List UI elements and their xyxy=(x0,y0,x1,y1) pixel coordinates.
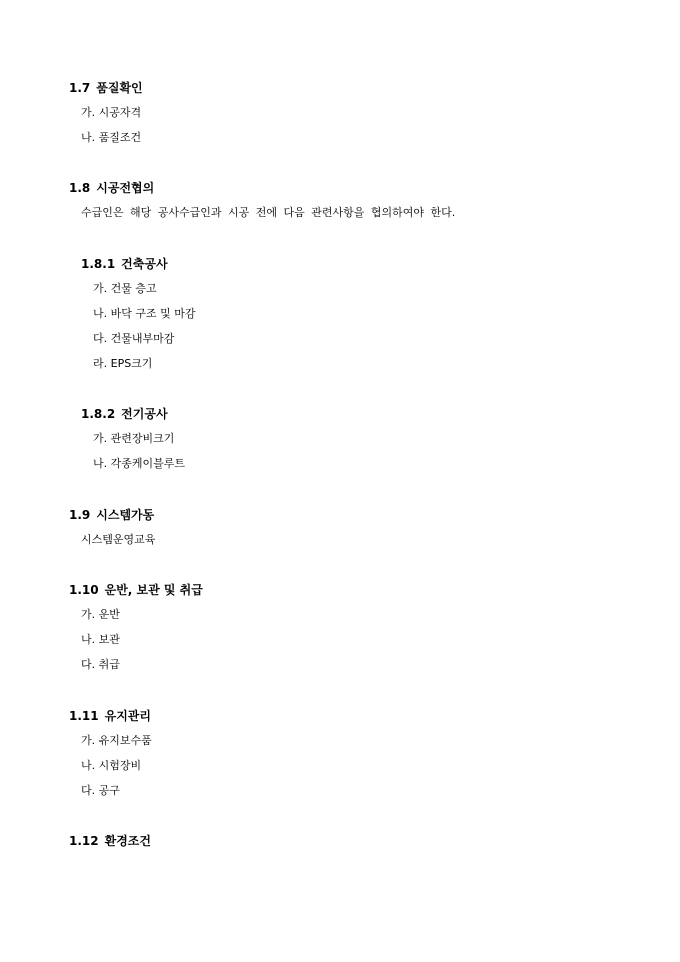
section-heading-1-11 xyxy=(69,709,151,723)
list-item: 나. 품질조건 xyxy=(81,131,142,144)
section-number: 1.8.1 xyxy=(81,257,116,271)
subsection-heading-1-8-2 xyxy=(81,407,168,421)
list-item: 나. 각종케이블루트 xyxy=(93,457,186,470)
section-number: 1.11 xyxy=(69,709,99,723)
section-title: 유지관리 xyxy=(104,709,151,723)
section-title: 운반, 보관 및 취급 xyxy=(104,583,203,597)
list-item: 가. 운반 xyxy=(81,608,120,621)
section-heading-1-8 xyxy=(69,181,154,195)
list-item: 나. 시험장비 xyxy=(81,759,142,772)
section-body: 시스템운영교육 xyxy=(81,533,156,546)
list-item: 나. 보관 xyxy=(81,633,120,646)
section-title: 시스템가동 xyxy=(96,508,155,522)
section-heading-1-12 xyxy=(69,834,151,848)
section-title: 전기공사 xyxy=(121,407,168,421)
section-heading-1-7 xyxy=(69,81,143,95)
section-number: 1.8.2 xyxy=(81,407,116,421)
section-number: 1.8 xyxy=(69,181,91,195)
list-item: 가. 유지보수품 xyxy=(81,734,152,747)
list-item: 가. 관련장비크기 xyxy=(93,432,175,445)
section-title: 시공전협의 xyxy=(96,181,155,195)
section-number: 1.7 xyxy=(69,81,91,95)
list-item: 다. 공구 xyxy=(81,784,120,797)
section-number: 1.10 xyxy=(69,583,99,597)
list-item: 라. EPS크기 xyxy=(93,357,153,370)
list-item: 다. 건물내부마감 xyxy=(93,332,175,345)
section-title: 품질확인 xyxy=(96,81,143,95)
section-number: 1.9 xyxy=(69,508,91,522)
list-item: 가. 건물 층고 xyxy=(93,282,157,295)
list-item: 나. 바닥 구조 및 마감 xyxy=(93,307,196,320)
section-title: 건축공사 xyxy=(121,257,168,271)
list-item: 가. 시공자격 xyxy=(81,106,142,119)
list-item: 다. 취급 xyxy=(81,658,120,671)
subsection-heading-1-8-1 xyxy=(81,257,168,271)
section-number: 1.12 xyxy=(69,834,99,848)
section-body: 수급인은 해당 공사수급인과 시공 전에 다음 관련사항을 협의하여야 한다. xyxy=(81,206,456,219)
section-heading-1-9 xyxy=(69,508,154,522)
section-heading-1-10 xyxy=(69,583,203,597)
section-title: 환경조건 xyxy=(104,834,151,848)
